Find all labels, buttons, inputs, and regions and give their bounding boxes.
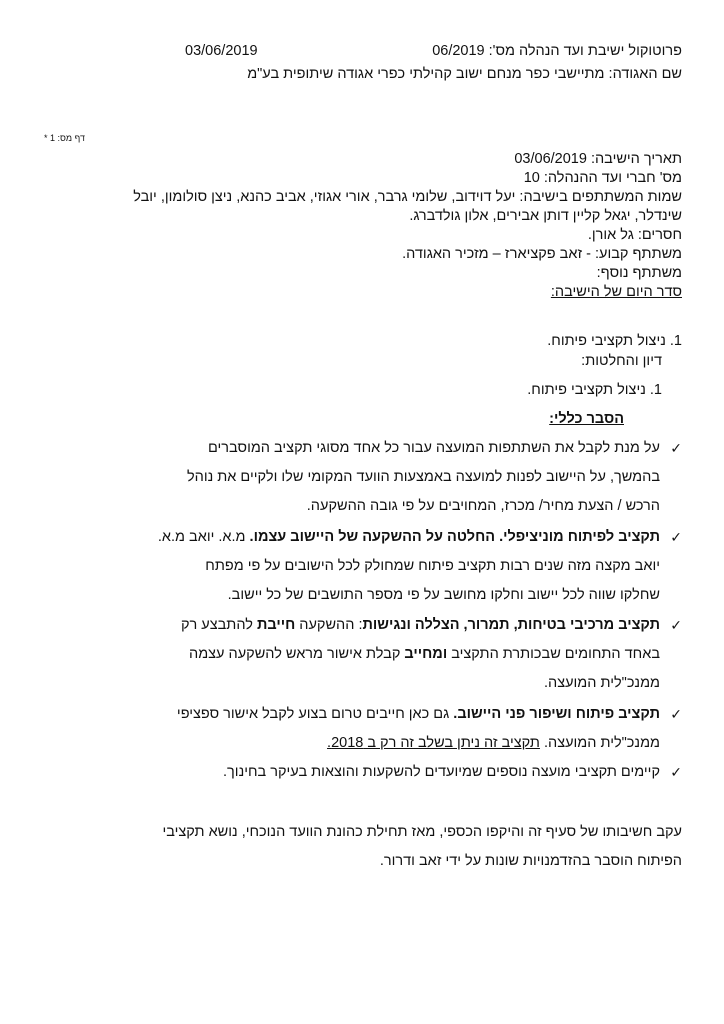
members-count: מס' חברי ועד ההנהלה: 10 [523, 170, 682, 186]
bullet-line: יואב מקצה מזה שנים רבות תקציב פיתוח שמחולק לכל הישובים על פי מפתח [205, 558, 660, 574]
absent-members: חסרים: גל אורן. [587, 227, 682, 243]
additional-participant: משתתף נוסף: [596, 265, 682, 281]
meeting-details [42, 150, 682, 302]
bold-text: תקציב לפיתוח מוניציפלי. החלטה על ההשקעה של היישוב עצמו. [249, 529, 660, 545]
bullet-text [42, 523, 660, 610]
bold-text: ומחייב [404, 646, 448, 662]
plain-text: להתבצע רק [180, 617, 257, 633]
closing-line: הפיתוח הוסבר בהזדמנויות שונות על ידי זאב ודרור. [379, 853, 682, 869]
association-name: שם האגודה: מתיישבי כפר מנחם ישוב קהילתי כפרי אגודה שיתופית בע"מ [247, 66, 682, 82]
agenda-item-1: 1. ניצול תקציבי פיתוח. [547, 333, 682, 349]
bullet-line: הרכש / הצעת מחיר/ מכרז, המחויבים על פי גובה ההשקעה. [306, 498, 660, 514]
checkmark-icon: ✓ [670, 764, 682, 780]
participants-line-1: שמות המשתתפים בישיבה: יעל דוידוב, שלומי גרבר, אורי אגוזי, אביב כהנא, ניצן סולומון, יובל [133, 189, 682, 205]
plain-text: קבלת אישור מראש להשקעה עצמה [189, 646, 405, 662]
agenda-title: סדר היום של הישיבה: [550, 284, 682, 300]
bold-text: תקציב מרכיבי בטיחות, תמרור, הצללה ונגישות [362, 617, 660, 633]
bullet-line: בהמשך, על היישוב לפנות למועצה באמצעות הוועד המקומי שלו ולקיים את נוהל [186, 469, 660, 485]
bullet-line: על מנת לקבל את השתתפות המועצה עבור כל אחד מסוגי תקציב המוסברים [207, 440, 660, 456]
bullet-line: קיימים תקציבי מועצה נוספים שמיועדים להשקעות והוצאות בעיקר בחינוך. [223, 764, 660, 780]
underlined-text: תקציב זה ניתן בשלב זה רק ב 2018. [327, 735, 540, 751]
bullet-line [42, 729, 660, 758]
bullet-text [42, 434, 660, 521]
plain-text: מ.א. יואב מ.א. [157, 529, 250, 545]
explanation-title: הסבר כללי: [549, 411, 624, 427]
closing-line: עקב חשיבותו של סעיף זה והיקפו הכספי, מאז תחילת כהונת הוועד הנוכחי, נושא תקציבי [162, 824, 682, 840]
plain-text: גם כאן חייבים טרום בצוע לקבל אישור ספציפי [176, 706, 454, 722]
bold-text: תקציב פיתוח ושיפור פני היישוב. [453, 706, 660, 722]
bullet-safety-budget [42, 611, 682, 698]
bullet-text [42, 611, 660, 698]
bullet-text [42, 758, 660, 787]
bullet-line [42, 523, 660, 552]
meeting-date: תאריך הישיבה: 03/06/2019 [514, 151, 682, 167]
participants-line-2: שינדלר, יגאל קליין דותן אבירים, אלון גולדברג. [409, 208, 682, 224]
protocol-title: פרוטוקול ישיבת ועד הנהלה מס': 06/2019 [432, 43, 682, 59]
page-number: דף מס: 1 * [44, 133, 85, 143]
plain-text: ממנכ"לית המועצה. [539, 735, 660, 751]
decision-item-1: 1. ניצול תקציבי פיתוח. [527, 382, 662, 398]
closing-paragraph [42, 818, 682, 876]
bullet-procurement [42, 434, 682, 521]
checkmark-icon: ✓ [670, 617, 682, 633]
permanent-participant: משתתף קבוע: - זאב פקציארז – מזכיר האגודה. [402, 246, 682, 262]
plain-text: : ההשקעה [295, 617, 363, 633]
checkmark-icon: ✓ [670, 440, 682, 456]
bullet-line [42, 611, 660, 640]
discussion-title: דיון והחלטות: [581, 353, 662, 369]
protocol-date: 03/06/2019 [185, 43, 258, 59]
bullet-line [42, 640, 660, 669]
bold-text: חייבת [256, 617, 296, 633]
bullet-other-budgets [42, 758, 682, 787]
bullet-village-improvement [42, 700, 682, 758]
bullet-municipal-budget [42, 523, 682, 610]
plain-text: באחד התחומים שבכותרת התקציב [447, 646, 660, 662]
bullet-line [42, 700, 660, 729]
bullet-line: שחלקו שווה לכל יישוב וחלקו מחושב על פי מספר התושבים של כל יישוב. [227, 587, 660, 603]
checkmark-icon: ✓ [670, 706, 682, 722]
bullet-line: ממנכ"לית המועצה. [543, 675, 660, 691]
bullet-text [42, 700, 660, 758]
checkmark-icon: ✓ [670, 529, 682, 545]
